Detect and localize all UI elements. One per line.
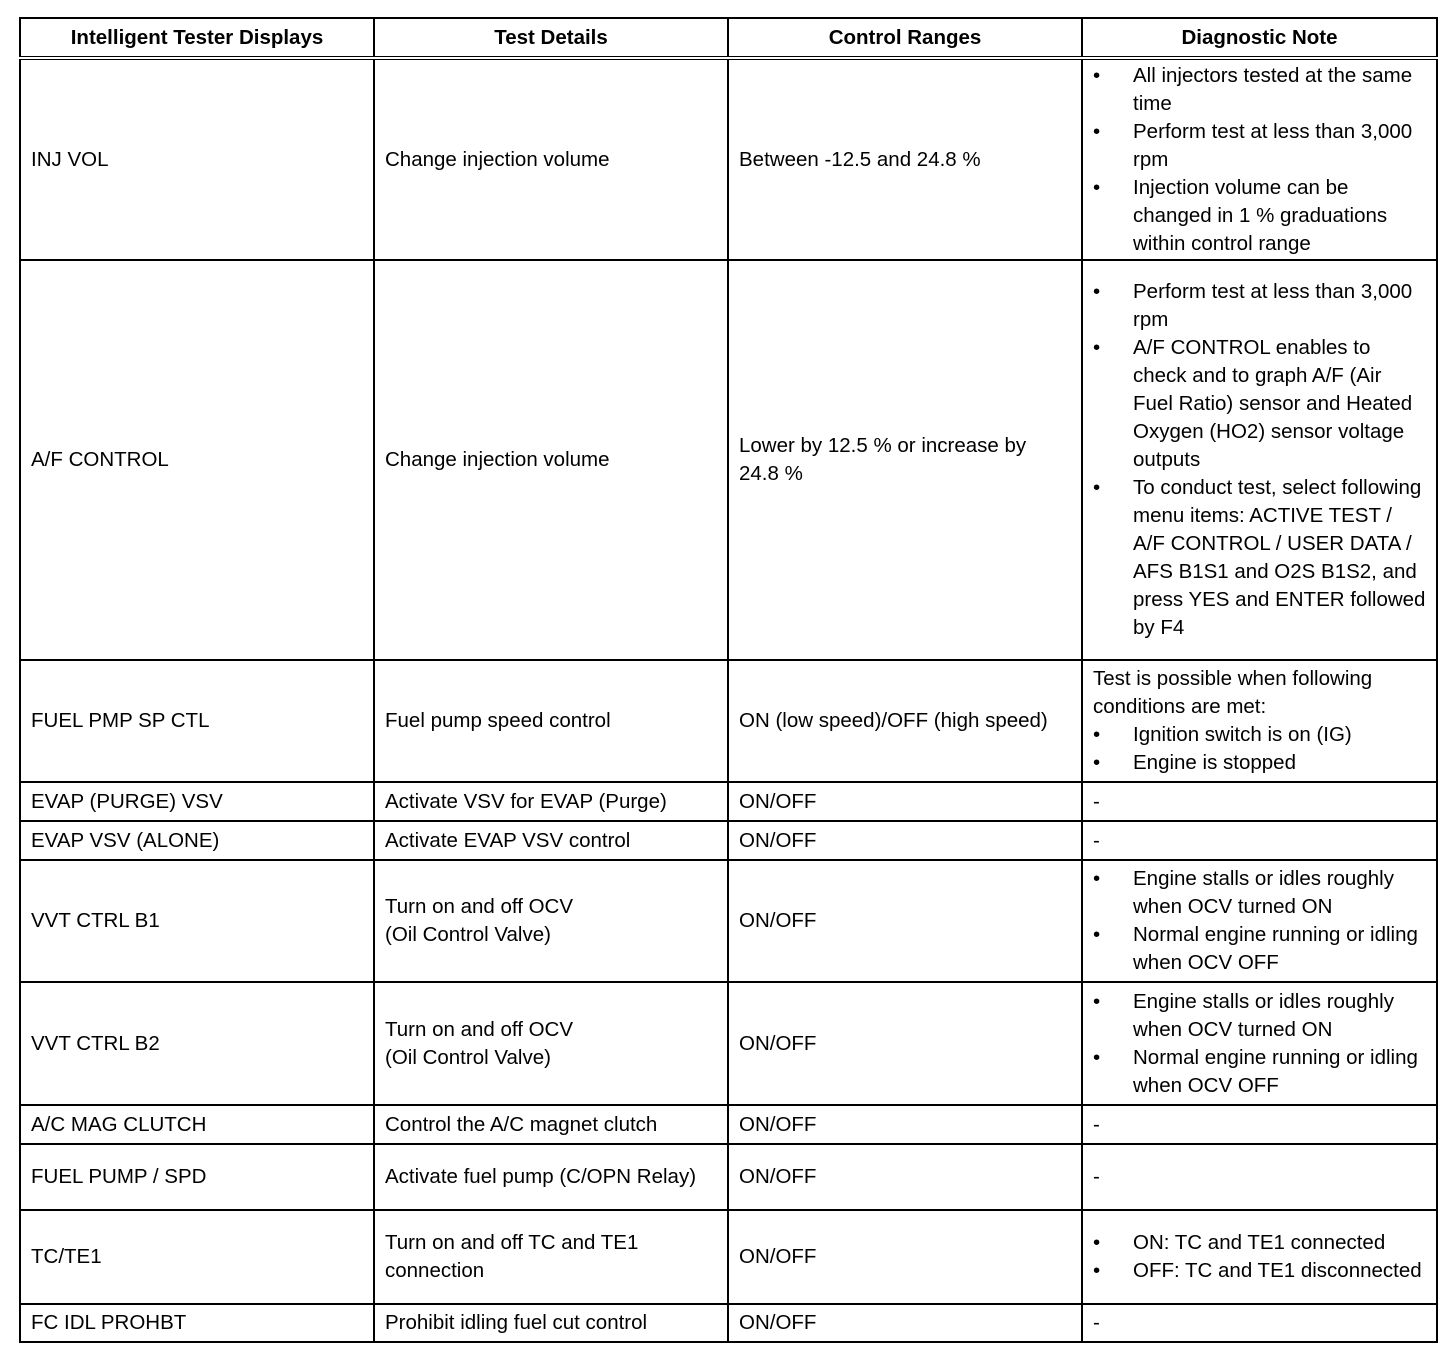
note-text: To conduct test, select following menu items: ACTIVE TEST / A/F CONTROL / USER DATA / AFS B1S1 and O2S B1S2, and press YES and ENTER followed by F4: [1133, 476, 1426, 639]
bullet-icon: •: [1093, 336, 1101, 359]
table-row: [20, 860, 1437, 982]
bullet-icon: •: [1093, 867, 1101, 890]
control-range-cell: ON/OFF: [728, 982, 1082, 1105]
note-text: Normal engine running or idling when OCV OFF: [1133, 923, 1418, 974]
bullet-icon: •: [1093, 476, 1101, 499]
test-details-cell: Change injection volume: [374, 58, 728, 260]
tester-display-cell: TC/TE1: [20, 1210, 374, 1304]
test-details-cell: Activate EVAP VSV control: [374, 821, 728, 860]
note-item: [1093, 865, 1426, 921]
table-row: [20, 58, 1437, 260]
note-item: [1093, 921, 1426, 977]
test-details-cell: Prohibit idling fuel cut control: [374, 1304, 728, 1342]
tester-display-cell: FC IDL PROHBT: [20, 1304, 374, 1342]
test-details-cell: Turn on and off OCV (Oil Control Valve): [374, 982, 728, 1105]
tester-display-cell: VVT CTRL B2: [20, 982, 374, 1105]
note-list: [1093, 988, 1426, 1100]
control-range-cell: ON/OFF: [728, 1105, 1082, 1144]
note-text: Normal engine running or idling when OCV OFF: [1133, 1045, 1418, 1097]
note-intro-text: -: [1093, 1112, 1100, 1136]
control-range-cell: ON/OFF: [728, 782, 1082, 821]
control-range-cell: ON/OFF: [728, 821, 1082, 860]
note-text: Ignition switch is on (IG): [1133, 723, 1352, 746]
table-row: [20, 782, 1437, 821]
note-item: [1093, 474, 1426, 642]
test-details-cell: Change injection volume: [374, 260, 728, 660]
note-item: [1093, 749, 1426, 777]
note-text: ON: TC and TE1 connected: [1133, 1231, 1386, 1254]
note-text: Perform test at less than 3,000 rpm: [1133, 280, 1413, 331]
table-row: [20, 260, 1437, 660]
note-list: [1093, 1229, 1426, 1285]
tester-display-cell: VVT CTRL B1: [20, 860, 374, 982]
diagnostic-note-cell: [1082, 1144, 1437, 1210]
note-text: Injection volume can be changed in 1 % graduations within control range: [1133, 175, 1388, 255]
diagnostic-note-cell: [1082, 821, 1437, 860]
control-range-cell: ON/OFF: [728, 1210, 1082, 1304]
table-row: [20, 660, 1437, 782]
note-list: [1093, 865, 1426, 977]
diagnostic-note-cell: [1082, 1304, 1437, 1342]
bullet-icon: •: [1093, 63, 1101, 87]
note-text: All injectors tested at the same time: [1133, 63, 1413, 115]
note-text: Perform test at less than 3,000 rpm: [1133, 119, 1413, 171]
test-details-cell: Fuel pump speed control: [374, 660, 728, 782]
control-range-cell: ON/OFF: [728, 1304, 1082, 1342]
table-row: [20, 1210, 1437, 1304]
diagnostic-note-cell: [1082, 58, 1437, 260]
table-row: [20, 1144, 1437, 1210]
note-list: [1093, 278, 1426, 642]
diagnostic-note-cell: [1082, 982, 1437, 1105]
header-diagnostic-note: Diagnostic Note: [1082, 18, 1437, 58]
table-row: [20, 821, 1437, 860]
test-details-cell: Control the A/C magnet clutch: [374, 1105, 728, 1144]
note-item: [1093, 118, 1426, 174]
diagnostic-note-cell: [1082, 782, 1437, 821]
note-text: OFF: TC and TE1 disconnected: [1133, 1259, 1422, 1282]
bullet-icon: •: [1093, 280, 1101, 303]
control-range-cell: Lower by 12.5 % or increase by 24.8 %: [728, 260, 1082, 660]
bullet-icon: •: [1093, 923, 1101, 946]
diagnostic-note-cell: [1082, 260, 1437, 660]
note-intro-text: -: [1093, 828, 1100, 852]
test-details-cell: Turn on and off TC and TE1 connection: [374, 1210, 728, 1304]
table-header-row: [20, 18, 1437, 58]
note-intro-text: -: [1093, 1311, 1100, 1334]
table-row: [20, 1304, 1437, 1342]
bullet-icon: •: [1093, 1045, 1101, 1069]
note-text: A/F CONTROL enables to check and to graph A/F (Air Fuel Ratio) sensor and Heated Oxygen (HO2) sensor voltage outputs: [1133, 336, 1413, 471]
control-range-cell: ON (low speed)/OFF (high speed): [728, 660, 1082, 782]
header-control-ranges: Control Ranges: [728, 18, 1082, 58]
note-item: [1093, 334, 1426, 474]
note-item: [1093, 62, 1426, 118]
note-text: Engine stalls or idles roughly when OCV turned ON: [1133, 989, 1394, 1041]
test-details-cell: Turn on and off OCV (Oil Control Valve): [374, 860, 728, 982]
bullet-icon: •: [1093, 751, 1101, 774]
bullet-icon: •: [1093, 989, 1101, 1013]
table-body: [20, 58, 1437, 1342]
tester-display-cell: EVAP VSV (ALONE): [20, 821, 374, 860]
diagnostic-note-cell: [1082, 860, 1437, 982]
bullet-icon: •: [1093, 175, 1101, 199]
diagnostic-note-cell: [1082, 660, 1437, 782]
header-test-details: Test Details: [374, 18, 728, 58]
active-test-table: [19, 17, 1438, 1343]
test-details-cell: Activate fuel pump (C/OPN Relay): [374, 1144, 728, 1210]
test-details-cell: Activate VSV for EVAP (Purge): [374, 782, 728, 821]
note-item: [1093, 174, 1426, 258]
tester-display-cell: A/C MAG CLUTCH: [20, 1105, 374, 1144]
control-range-cell: ON/OFF: [728, 860, 1082, 982]
table-row: [20, 982, 1437, 1105]
tester-display-cell: EVAP (PURGE) VSV: [20, 782, 374, 821]
note-text: Engine stalls or idles roughly when OCV turned ON: [1133, 867, 1394, 918]
table-row: [20, 1105, 1437, 1144]
header-tester-displays: Intelligent Tester Displays: [20, 18, 374, 58]
bullet-icon: •: [1093, 1231, 1101, 1254]
diagnostic-note-cell: [1082, 1210, 1437, 1304]
note-item: [1093, 1229, 1426, 1257]
tester-display-cell: A/F CONTROL: [20, 260, 374, 660]
note-list: [1093, 62, 1426, 258]
bullet-icon: •: [1093, 723, 1101, 746]
note-item: [1093, 988, 1426, 1044]
diagnostic-note-cell: [1082, 1105, 1437, 1144]
note-intro-text: Test is possible when following conditions are met:: [1093, 667, 1373, 718]
note-list: [1093, 721, 1426, 777]
note-item: [1093, 1044, 1426, 1100]
control-range-cell: ON/OFF: [728, 1144, 1082, 1210]
note-item: [1093, 1257, 1426, 1285]
tester-display-cell: FUEL PUMP / SPD: [20, 1144, 374, 1210]
control-range-cell: Between -12.5 and 24.8 %: [728, 58, 1082, 260]
note-item: [1093, 278, 1426, 334]
note-text: Engine is stopped: [1133, 751, 1296, 774]
tester-display-cell: INJ VOL: [20, 58, 374, 260]
tester-display-cell: FUEL PMP SP CTL: [20, 660, 374, 782]
note-intro-text: -: [1093, 789, 1100, 813]
note-intro-text: -: [1093, 1165, 1100, 1188]
bullet-icon: •: [1093, 119, 1101, 143]
bullet-icon: •: [1093, 1259, 1101, 1282]
note-item: [1093, 721, 1426, 749]
